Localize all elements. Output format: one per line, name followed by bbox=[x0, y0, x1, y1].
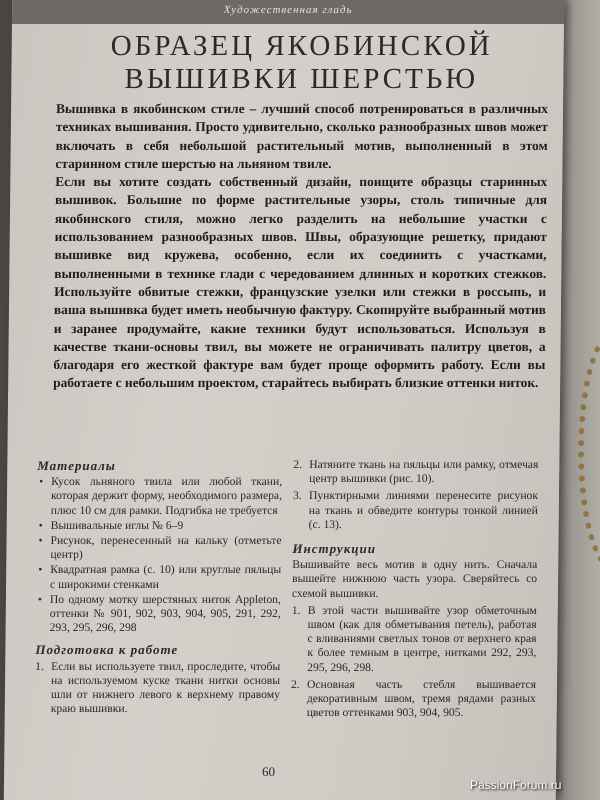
list-item bbox=[291, 604, 537, 675]
list-item: • Рисунок, перенесенный на кальку (отметьте центр) bbox=[36, 534, 281, 562]
preparation-heading: Подготовка к работе bbox=[35, 642, 179, 658]
instructions-steps bbox=[291, 604, 537, 721]
materials-heading: Материалы bbox=[37, 458, 116, 473]
list-item bbox=[293, 458, 538, 486]
instructions-lead: Вышивайте весь мотив в одну нить. Сначала вышейте нижнюю часть узора. Сверяйтесь со схемой вышивки. bbox=[291, 558, 538, 600]
title-line-1: ОБРАЗЕЦ ЯКОБИНСКОЙ bbox=[110, 30, 493, 62]
step-text: Натяните ткань на пяльцы или рамку, отмечая центр вышивки (рис. 10). bbox=[309, 458, 539, 486]
list-item: • Вышивальные иглы № 6–9 bbox=[37, 519, 282, 533]
title-line-2: ВЫШИВКИ ШЕРСТЬЮ bbox=[124, 63, 479, 95]
left-column bbox=[35, 455, 283, 719]
step-number: 2. bbox=[290, 677, 300, 691]
intro-paragraph-2: Если вы хотите создать собственный дизайн, поищите образцы старинных вышивок. Большие по форме растительные узоры, столь типичные для якобинского стиля, можно легко разделить на небольшие участки с использованием разнообразных швов. Швы, образующие решетку, придают вышивке вид кружева, особенно, если их соединить с участками, выполненными в технике глади с чередованием длинных и коротких стежков. Используйте обвитые стежки, французские узелки или стежки в россыпь, и ваша вышивка будет иметь необычную фактуру. Скопируйте выбранный мотив и заранее продумайте, какие техники будут использоваться. Используя в качестве ткани-основы твил, вы можете не ограничивать палитру цветов, а благодаря его жесткой фактуре вам будет проще оформить работу. Если вы работаете с небольшим проектом, старайтесь выбирать близкие оттенки ниток. bbox=[53, 174, 548, 391]
list-item bbox=[291, 678, 536, 721]
preparation-steps-continued bbox=[293, 458, 539, 532]
step-number: 3. bbox=[292, 489, 302, 503]
step-number: 2. bbox=[293, 458, 303, 471]
book-page bbox=[4, 0, 564, 800]
page-number: 60 bbox=[262, 764, 276, 779]
step-text: Основная часть стебля вышивается декоративным швом, тремя рядами разных цветов оттенками 903, 904, 905. bbox=[306, 677, 537, 720]
step-text: Если вы используете твил, проследите, чтобы на используемом куске ткани нитки основы шли от нижнего левого к верхнему правому краю вышивки. bbox=[50, 659, 281, 716]
list-item: • Квадратная рамка (с. 10) или круглые пяльцы с широкими стенками bbox=[36, 563, 281, 591]
preparation-steps-start bbox=[35, 660, 281, 717]
site-watermark: PassionForum.ru bbox=[470, 778, 562, 792]
step-number: 1. bbox=[291, 603, 301, 617]
right-column bbox=[291, 458, 539, 723]
step-number: 1. bbox=[35, 659, 44, 673]
list-item bbox=[35, 660, 281, 717]
list-item bbox=[293, 489, 538, 532]
list-item: • По одному мотку шерстяных ниток Appleton, оттенки № 901, 902, 903, 904, 905, 291, 292, 293, 295, 296, 298 bbox=[36, 593, 281, 636]
page-title bbox=[51, 30, 552, 96]
step-text: Пунктирными линиями перенесите рисунок на ткань и обведите контуры тонкой линией (с. 13). bbox=[308, 489, 539, 531]
running-header: Художественная гладь bbox=[12, 0, 564, 24]
materials-list bbox=[36, 475, 283, 635]
intro-text bbox=[53, 100, 548, 393]
list-item: • Кусок льняного твила или любой ткани, которая держит форму, необходимого размера, плюс 10 см для рамки. Подгибка не требуется bbox=[37, 475, 282, 518]
step-text: В этой части вышивайте узор обметочным швом (как для обметывания петель), работая с вливаниями светлых тонов от верхнего края к более темным в центре, нитками 292, 293, 295, 296, 298. bbox=[307, 603, 537, 674]
intro-paragraph-1: Вышивка в якобинском стиле – лучший способ потренироваться в различных техниках вышивания. Просто удивительно, сколько разнообразных швов может включать в себя небольшой растительный мотив, выполненный в этом старинном стиле шерстью на льняном твиле. bbox=[55, 101, 549, 171]
instructions-heading: Инструкции bbox=[292, 541, 377, 557]
